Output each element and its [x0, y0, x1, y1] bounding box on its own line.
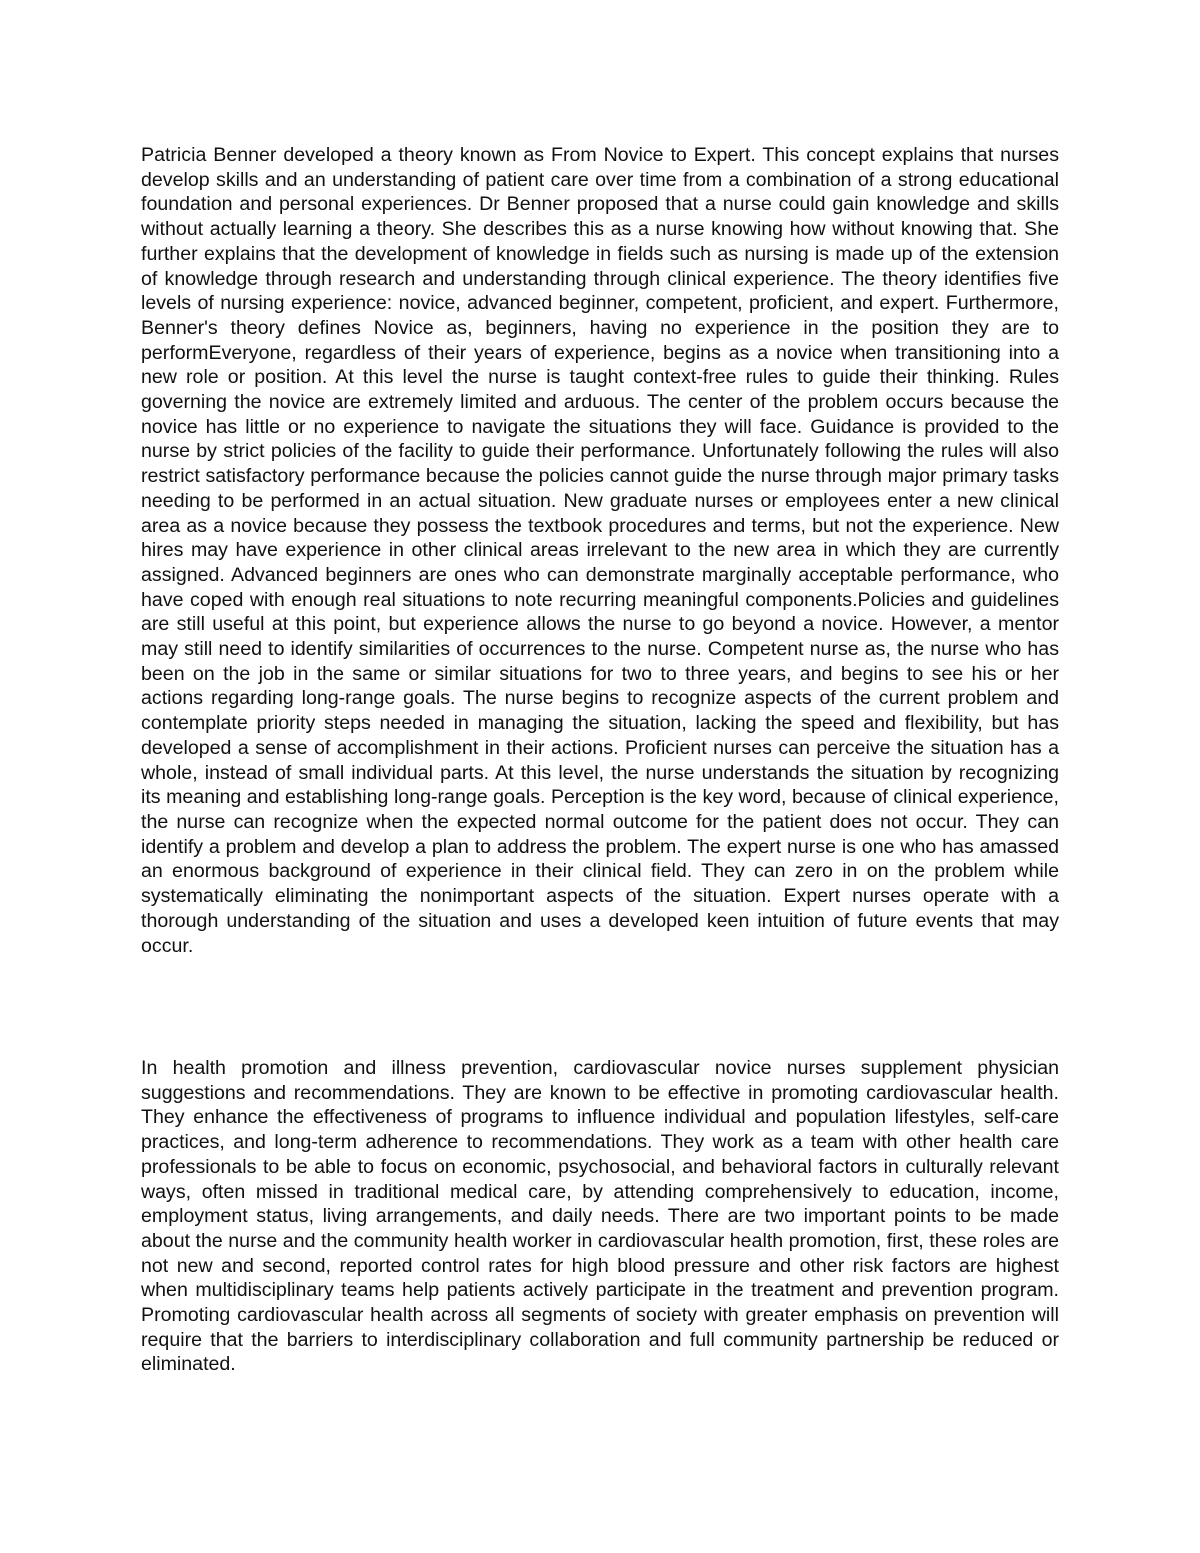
- body-paragraph-novice-to-expert: Patricia Benner developed a theory known as From Novice to Expert. This concept explains that nurses develop skills and an understanding of patient care over time from a combination of a strong educational foundation and personal experiences. Dr Benner proposed that a nurse could gain knowledge and skills without actually learning a theory. She describes this as a nurse knowing how without knowing that. She further explains that the development of knowledge in fields such as nursing is made up of the extension of knowledge through research and understanding through clinical experience. The theory identifies five levels of nursing experience: novice, advanced beginner, competent, proficient, and expert. Furthermore, Benner's theory defines Novice as, beginners, having no experience in the position they are to performEveryone, regardless of their years of experience, begins as a novice when transitioning into a new role or position. At this level the nurse is taught context-free rules to guide their thinking. Rules governing the novice are extremely limited and arduous. The center of the problem occurs because the novice has little or no experience to navigate the situations they will face. Guidance is provided to the nurse by strict policies of the facility to guide their performance. Unfortunately following the rules will also restrict satisfactory performance because the policies cannot guide the nurse through major primary tasks needing to be performed in an actual situation. New graduate nurses or employees enter a new clinical area as a novice because they possess the textbook procedures and terms, but not the experience. New hires may have experience in other clinical areas irrelevant to the new area in which they are currently assigned. Advanced beginners are ones who can demonstrate marginally acceptable performance, who have coped with enough real situations to note recurring meaningful components.Policies and guidelines are still useful at this point, but experience allows the nurse to go beyond a novice. However, a mentor may still need to identify similarities of occurrences to the nurse. Competent nurse as, the nurse who has been on the job in the same or similar situations for two to three years, and begins to see his or her actions regarding long-range goals. The nurse begins to recognize aspects of the current problem and contemplate priority steps needed in managing the situation, lacking the speed and flexibility, but has developed a sense of accomplishment in their actions. Proficient nurses can perceive the situation has a whole, instead of small individual parts. At this level, the nurse understands the situation by recognizing its meaning and establishing long-range goals. Perception is the key word, because of clinical experience, the nurse can recognize when the expected normal outcome for the patient does not occur. They can identify a problem and develop a plan to address the problem. The expert nurse is one who has amassed an enormous background of experience in their clinical field. They can zero in on the problem while systematically eliminating the nonimportant aspects of the situation. Expert nurses operate with a thorough understanding of the situation and uses a developed keen intuition of future events that may occur.: [141, 144, 1059, 957]
- body-paragraph-health-promotion: In health promotion and illness prevention, cardiovascular novice nurses supplement physician suggestions and recommendations. They are known to be effective in promoting cardiovascular health. They enhance the effectiveness of programs to influence individual and population lifestyles, self-care practices, and long-term adherence to recommendations. They work as a team with other health care professionals to be able to focus on economic, psychosocial, and behavioral factors in culturally relevant ways, often missed in traditional medical care, by attending comprehensively to education, income, employment status, living arrangements, and daily needs. There are two important points to be made about the nurse and the community health worker in cardiovascular health promotion, first, these roles are not new and second, reported control rates for high blood pressure and other risk factors are highest when multidisciplinary teams help patients actively participate in the treatment and prevention program. Promoting cardiovascular health across all segments of society with greater emphasis on prevention will require that the barriers to interdisciplinary collaboration and full community partnership be reduced or eliminated.: [141, 1057, 1059, 1376]
